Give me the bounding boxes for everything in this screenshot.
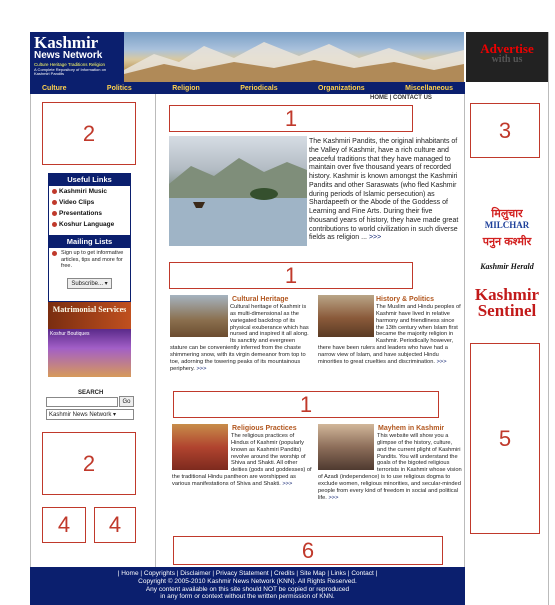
annotation-box-2-bottom [42,432,136,495]
advertise-title: Advertise [480,41,534,56]
annotation-label: 4 [108,512,122,537]
footer-notice-2: in any form or context without the written permission of KNN. [160,593,335,601]
useful-links-panel [48,173,131,236]
annotation-label: 1 [284,105,298,131]
logo-title: Kashmir [34,33,99,52]
sentinel-line1: Kashmir [474,285,540,304]
koshur-boutiques-banner[interactable] [48,329,131,377]
nav-culture[interactable]: Culture [42,84,67,92]
article-body-text: The Muslim and Hindu peoples of Kashmir have lived in relative harmony and friendliness since the 13th century when Islam first became the majority religion in Kashmir. Periodically however, there have been rulers and leaders who have had a narrow view of Islam, and have subjected Hindu minorities to great cruelties and discrimination. [318,304,461,365]
footer-link-sitemap[interactable]: Site Map [299,570,326,577]
logo-tagline: Culture Heritage Traditions Religion [34,62,106,67]
footer-notice-1: Any content available on this site should NOT be copied or reproduced [145,585,350,593]
link-video-clips[interactable] [49,197,130,208]
mailing-lists-panel [48,235,131,302]
intro-text: The Kashmiri Pandits, the original inhabitants of the Valley of Kashmir, have a rich culture and peaceful traditions that they have managed to maintain over five thousand years of recorded history. Kashmir is known amongst the Kashmiri Pandits and other Saraswats (who fled Kashmir during periods of Islamic persecution) as Shardapeeth or the Abode of the Goddess of Learning and Fine Arts. During their five thousand years of history, they have made great contributions to world civilization in such diverse fields as religion ... [309,138,459,242]
annotation-box-4-right [94,507,136,543]
useful-links-title: Useful Links [49,174,130,186]
sidebar-divider [155,94,156,567]
right-divider [464,94,465,567]
article-body [318,433,463,517]
main-nav [30,82,465,94]
article-body [172,433,312,503]
bullet-icon [52,251,57,256]
article-history-politics [376,296,434,303]
annotation-box-1-middle [169,262,413,289]
link-koshur-language[interactable] [49,219,130,230]
article-title[interactable]: Religious Practices [232,425,297,432]
intro-more-link[interactable]: >>> [368,234,382,242]
footer-link-contact[interactable]: Contact [351,570,374,577]
link-label: Presentations [59,210,102,217]
bullet-icon [52,200,57,205]
logo-sub: A Complete Repository of Information on Kashmiri Pandits [34,66,107,76]
footer-link-home[interactable]: Home [121,570,139,577]
footer-link-copyrights[interactable]: Copyrights [143,570,175,577]
annotation-box-1-lower [173,391,439,418]
nav-periodicals[interactable]: Periodicals [240,84,278,92]
footer-link-disclaimer[interactable]: Disclaimer [180,570,211,577]
annotation-box-6 [173,536,443,565]
annotation-label: 1 [299,391,313,417]
milchar-hindi-logo[interactable]: मिलुचार [491,208,523,220]
annotation-box-5 [470,343,540,534]
intro-text-block [309,138,461,243]
header-mountain-banner [124,32,464,82]
article-religious-practices [232,425,297,432]
kashmir-herald-logo[interactable]: Kashmir Herald [480,262,534,271]
subscribe-select[interactable]: Subscribe... ▾ [67,278,111,289]
footer-copyright: Copyright © 2005-2010 Kashmir News Network (KNN). All Rights Reserved. [138,577,357,585]
mailing-text [49,248,130,272]
nav-religion[interactable]: Religion [172,84,200,92]
advertise-banner[interactable] [466,32,548,82]
footer-sep: | [117,570,122,577]
link-presentations[interactable] [49,208,130,219]
search-scope-label: Kashmir News Network [49,412,112,418]
link-kashmiri-music[interactable] [49,186,130,197]
right-border [548,32,549,605]
kashmir-sentinel-logo[interactable] [468,287,546,319]
footer-link-links[interactable]: Links [330,570,347,577]
boutique-label: Koshur Boutiques [50,331,90,337]
footer-link-privacy[interactable]: Privacy Statement [215,570,269,577]
annotation-label: 2 [82,450,96,476]
site-footer [30,567,465,605]
nav-miscellaneous[interactable]: Miscellaneous [405,84,453,92]
search-go-button[interactable]: Go [119,396,134,407]
mailing-lists-title: Mailing Lists [49,236,130,248]
article-body-text: The religious practices of Hindus of Kashmir (popularly known as Kashmiri Pandits) revolve around the worship of Shiva and Shakti. All other deities (gods and goddesses) of the traditional Hindu pantheon are worshipped as various manifestations of Shiva and Shakti. [172,433,312,487]
annotation-label: 2 [82,120,96,146]
link-label: Kashmiri Music [59,188,108,195]
annotation-box-2-top [42,102,136,165]
article-more-link[interactable]: >>> [282,480,293,487]
bullet-icon [52,222,57,227]
article-title[interactable]: Cultural Heritage [232,296,289,303]
search-input[interactable] [46,397,118,407]
annotation-label: 3 [498,117,512,143]
sentinel-line2: Sentinel [477,301,537,321]
subscribe-label: Subscribe... [71,280,103,287]
article-body [318,304,463,386]
link-label: Koshur Language [59,221,115,228]
annotation-box-4-left [42,507,86,543]
article-more-link[interactable]: >>> [328,494,339,501]
article-body [170,304,312,386]
dal-lake-photo [169,136,307,246]
article-title[interactable]: Mayhem in Kashmir [378,425,445,432]
nav-organizations[interactable]: Organizations [318,84,365,92]
footer-link-credits[interactable]: Credits [273,570,295,577]
article-more-link[interactable]: >>> [196,365,207,372]
nav-politics[interactable]: Politics [106,84,132,92]
left-border [30,94,31,567]
milchar-logo[interactable]: MILCHAR [484,220,530,230]
mailing-description: Sign up to get informative articles, tips and more for free. [61,250,124,270]
annotation-label: 1 [284,262,298,288]
annotation-label: 5 [498,425,512,451]
article-body-text: This website will show you a glimpse of the history, culture, and the current plight of Kashmiri Pandits. You will understand the goals of the bigoted religious terrorists in Kashmir whose vision of Azadi (independence) is to use religious dogma to exclude women, religious minorities, and secular-minded people from every kind of freedom in social and political life. [318,433,462,501]
logo-subtitle: News Network [34,50,103,61]
footer-links: | Home | Copyrights | Disclaimer | Privacy Statement | Credits | Site Map | Links | Contact | [117,570,378,577]
article-body-text: Cultural heritage of Kashmir is as multi-dimensional as the variegated backdrop of its physical exuberance which has nursed and inspired it all along. Its sanctity and evergreen stature can be conveniently inferred from the chaste shimmering snow, with its virgin demeanor from top to toe, adorning the towering peaks of its mountainous periphery. [170,304,309,372]
annotation-box-3 [470,103,540,158]
bullet-icon [52,189,57,194]
top-links [370,95,432,101]
annotation-box-1-top [169,105,413,132]
advertise-sub: with us [491,54,523,65]
matrimonial-label: Matrimonial Services [52,305,127,314]
article-title[interactable]: History & Politics [376,296,434,303]
annotation-label: 4 [57,512,71,537]
matrimonial-services-banner[interactable] [48,302,131,329]
bullet-icon [52,211,57,216]
site-logo[interactable] [30,32,124,82]
top-links-separator: | [389,95,392,101]
article-mayhem-in-kashmir [378,425,444,432]
home-link[interactable]: HOME [370,95,388,101]
link-label: Video Clips [59,199,95,206]
search-label: SEARCH [78,390,104,396]
search-scope-select[interactable]: Kashmir News Network ▾ [46,409,134,420]
contact-link[interactable]: CONTACT US [393,95,432,101]
annotation-label: 6 [301,537,315,563]
article-more-link[interactable]: >>> [436,358,447,365]
panun-kashmir-logo[interactable]: पनुन कश्मीर [482,236,532,248]
